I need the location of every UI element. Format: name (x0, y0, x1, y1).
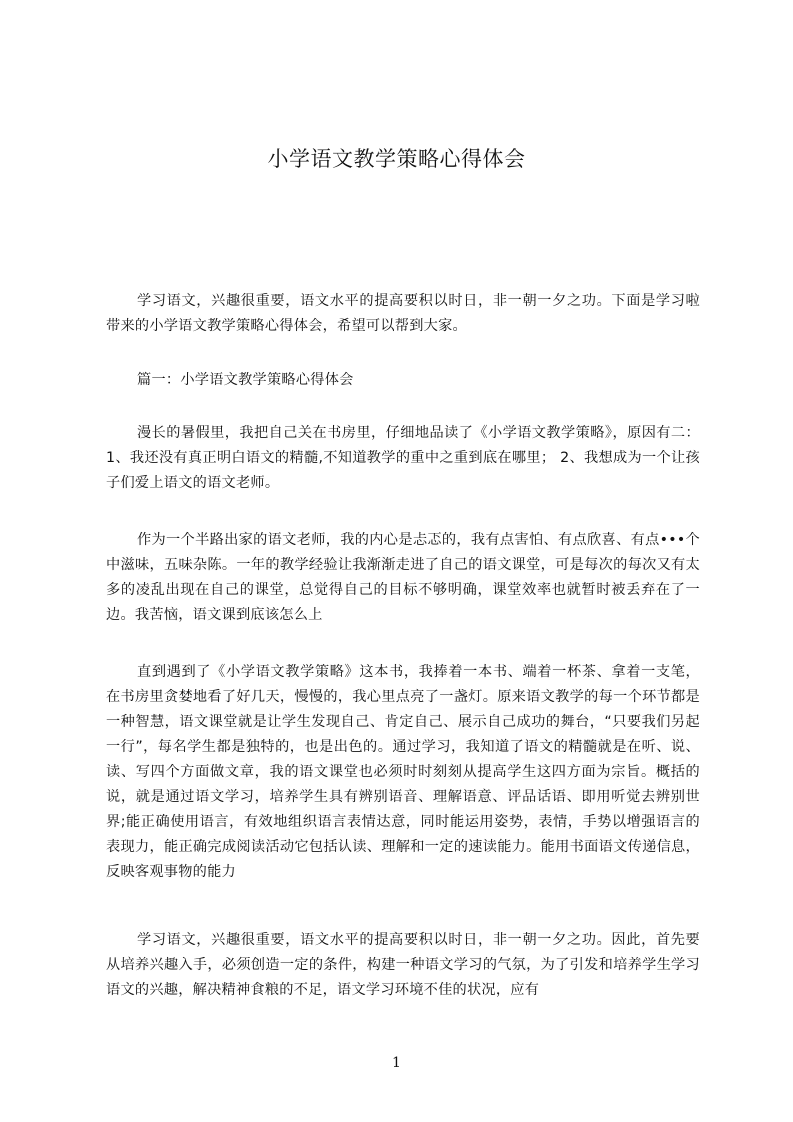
body-paragraph-3: 直到遇到了《小学语文教学策略》这本书，我捧着一本书、端着一杯茶、拿着一支笔，在书房里贪婪地看了好几天，慢慢的，我心里点亮了一盏灯。原来语文教学的每一个环节都是一种智慧，语文课堂就是让学生发现自己、肯定自己、展示自己成功的舞台，“只要我们另起一行”，每名学生都是独特的，也是出色的。通过学习，我知道了语文的精髓就是在听、说、读、写四个方面做文章，我的语文课堂也必须时时刻刻从提高学生这四方面为宗旨。概括的说，就是通过语文学习，培养学生具有辨别语音、理解语意、评品话语、即用听觉去辨别世界;能正确使用语言，有效地组织语言表情达意，同时能运用姿势，表情，手势以增强语言的表现力，能正确完成阅读活动它包括认读、理解和一定的速读能力。能用书面语文传递信息，反映客观事物的能力 (106, 664, 700, 880)
body-paragraph-2: 作为一个半路出家的语文老师，我的内心是忐忑的，我有点害怕、有点欣喜、有点•••个中滋味，五味杂陈。一年的教学经验让我渐渐走进了自己的语文课堂，可是每次的每次又有太多的凌乱出现在自己的课堂，总觉得自己的目标不够明确，课堂效率也就暂时被丢弃在了一边。我苦恼，语文课到底该怎么上 (106, 532, 700, 623)
body-paragraph-1: 漫长的暑假里，我把自己关在书房里，仔细地品读了《小学语文教学策略》，原因有二：1、我还没有真正明白语文的精髓,不知道教学的重中之重到底在哪里； 2、我想成为一个让孩子们爱上语文的语文老师。 (106, 425, 700, 491)
body-paragraph-4: 学习语文，兴趣很重要，语文水平的提高要积以时日，非一朝一夕之功。因此，首先要从培养兴趣入手，必须创造一定的条件，构建一种语文学习的气氛，为了引发和培养学生学习语文的兴趣，解决精神食粮的不足，语文学习环境不佳的状况，应有 (106, 932, 700, 998)
page-number: 1 (392, 1055, 401, 1071)
section-heading: 篇一：小学语文教学策略心得体会 (137, 372, 354, 388)
intro-paragraph: 学习语文，兴趣很重要，语文水平的提高要积以时日，非一朝一夕之功。下面是学习啦带来的小学语文教学策略心得体会，希望可以帮到大家。 (106, 293, 700, 334)
page-title: 小学语文教学策略心得体会 (267, 147, 526, 171)
